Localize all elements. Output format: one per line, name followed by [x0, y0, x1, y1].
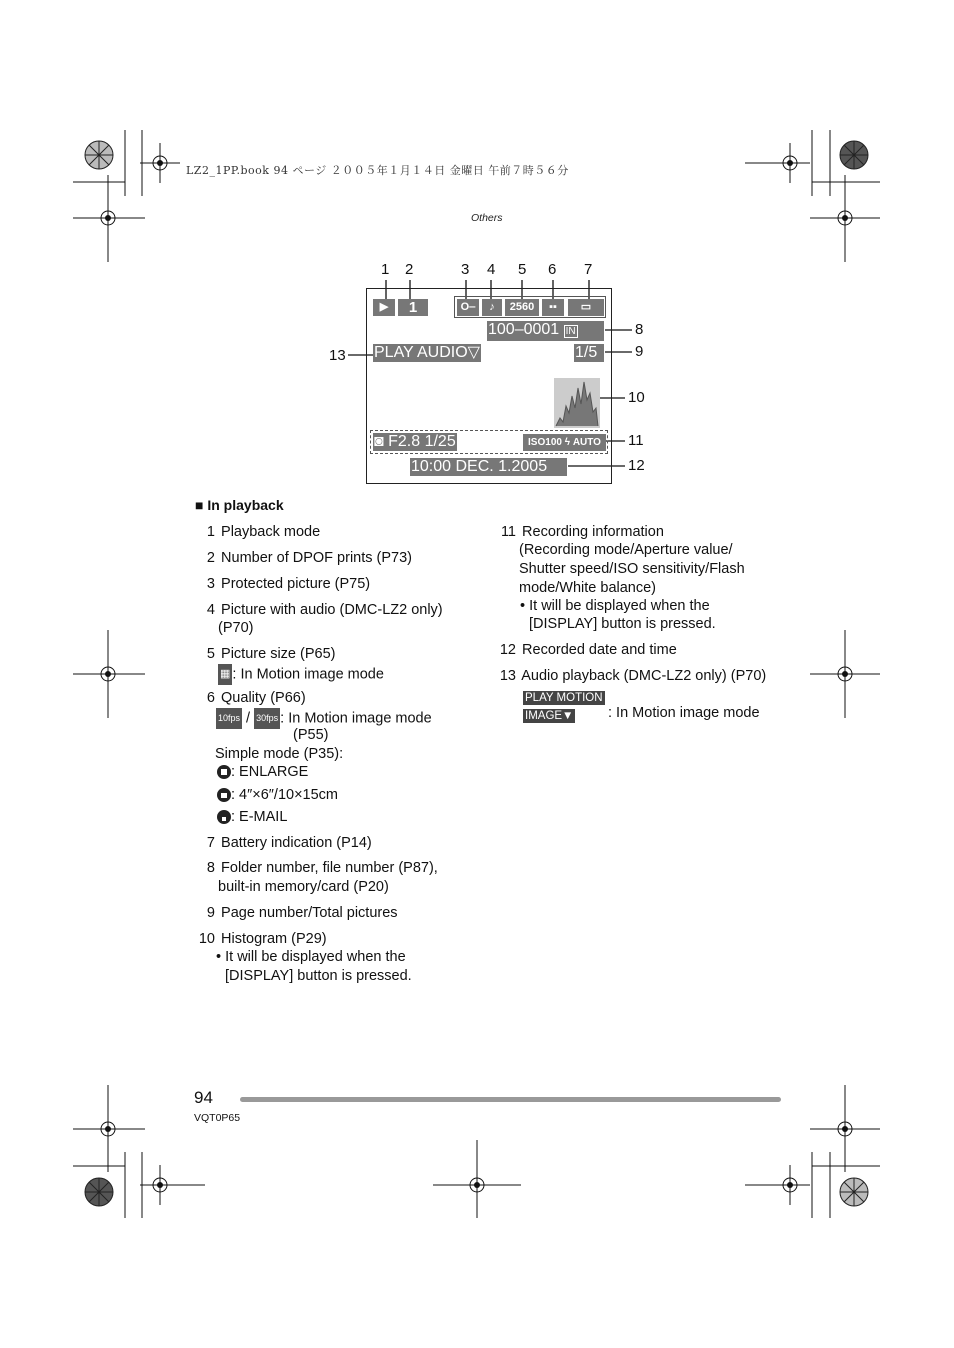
enlarge-line: : ENLARGE [217, 763, 308, 782]
list-item: 12 Recorded date and time [499, 642, 677, 658]
flash-icon: ϟ [564, 437, 571, 448]
memory-icon: IN [565, 326, 576, 337]
playback-mode-icon: ▶ [373, 299, 395, 316]
callout-1: 1 [381, 261, 390, 278]
callout-9: 9 [635, 343, 644, 360]
camera-icon: ◙ [374, 433, 384, 450]
list-item: 2 Number of DPOF prints (P73) [206, 550, 413, 566]
bullet-line: • It will be displayed when the [216, 949, 406, 965]
email-icon [217, 810, 231, 824]
list-item: 9 Page number/Total pictures [206, 905, 398, 921]
list-item: 3 Protected picture (P75) [206, 576, 371, 592]
page-number: 94 [194, 1088, 213, 1107]
section-label: Others [471, 212, 503, 224]
callout-13: 13 [329, 347, 346, 364]
list-heading: ■ In playback [195, 497, 284, 513]
callout-10: 10 [628, 389, 645, 406]
list-item-cont: (P70) [218, 620, 254, 636]
print-size-line: : 4″×6″/10×15cm [217, 786, 338, 805]
list-item-cont: Shutter speed/ISO sensitivity/Flash [519, 561, 745, 577]
list-item: 10 Histogram (P29) [198, 931, 327, 947]
list-item: 6 Quality (P66) [206, 690, 306, 706]
list-item-cont: built-in memory/card (P20) [218, 879, 389, 895]
play-audio-label: PLAY AUDIO▽ [374, 344, 480, 361]
fps-line-cont: (P55) [293, 727, 329, 743]
motion-picture-icon: ▦ [218, 664, 232, 685]
image-badge: IMAGE▼ [525, 710, 574, 722]
callout-8: 8 [635, 321, 644, 338]
motion-audio-line: : In Motion image mode [608, 705, 760, 721]
play-motion-badge: PLAY MOTION [525, 692, 603, 704]
list-item: 13 Audio playback (DMC-LZ2 only) (P70) [499, 668, 767, 684]
simple-mode-line: Simple mode (P35): [215, 746, 344, 762]
bullet-line-cont: [DISPLAY] button is pressed. [225, 968, 412, 984]
list-item-cont: (Recording mode/Aperture value/ [519, 542, 733, 558]
quality-icon: ▪▪ [542, 299, 564, 316]
dpof-icon [398, 299, 428, 316]
list-item: 7 Battery indication (P14) [206, 835, 372, 851]
callout-5: 5 [518, 261, 527, 278]
iso-flash-wb-label: ISO100 ϟ AUTO [523, 434, 606, 451]
list-item: 11 Recording information [500, 524, 664, 540]
print-icon [217, 788, 231, 802]
motion-size-line: ▦ : In Motion image mode [218, 664, 384, 685]
protect-key-icon: O‒ [457, 299, 479, 316]
print-info: LZ2_1PP.book 94 ページ ２００５年１月１４日 金曜日 午前７時５６分 [186, 164, 569, 177]
bullet-line: • It will be displayed when the [520, 598, 710, 614]
callout-7: 7 [584, 261, 593, 278]
callout-4: 4 [487, 261, 496, 278]
list-item: 8 Folder number, file number (P87), [206, 860, 438, 876]
enlarge-icon [217, 765, 231, 779]
callout-2: 2 [405, 261, 414, 278]
email-line: : E-MAIL [217, 808, 287, 827]
histogram-icon [554, 378, 600, 428]
callout-3: 3 [461, 261, 470, 278]
audio-note-icon: ♪ [482, 299, 502, 316]
callout-12: 12 [628, 457, 645, 474]
document-code: VQT0P65 [194, 1112, 241, 1124]
picture-size-label: 2560 [505, 299, 539, 316]
page-count-label: 1/5 [574, 344, 604, 362]
page-rule [240, 1097, 781, 1102]
fps30-icon: 30fps [254, 708, 280, 729]
list-item: 4 Picture with audio (DMC-LZ2 only) [206, 602, 443, 618]
fps-line: 10fps / 30fps : In Motion image mode [216, 708, 432, 729]
battery-icon: ▭ [568, 299, 604, 316]
bullet-line-cont: [DISPLAY] button is pressed. [529, 616, 716, 632]
callout-6: 6 [548, 261, 557, 278]
file-number-label: 100–0001 IN [487, 321, 604, 341]
dpof-count: 1 [408, 299, 418, 316]
aperture-shutter-label: ◙ F2.8 1/25 [374, 433, 456, 450]
callout-11: 11 [628, 432, 644, 449]
list-item: 1 Playback mode [206, 524, 321, 540]
list-item: 5 Picture size (P65) [206, 646, 336, 662]
fps10-icon: 10fps [216, 708, 242, 729]
list-item-cont: mode/White balance) [519, 580, 657, 596]
datetime-label: 10:00 DEC. 1.2005 [410, 458, 567, 476]
